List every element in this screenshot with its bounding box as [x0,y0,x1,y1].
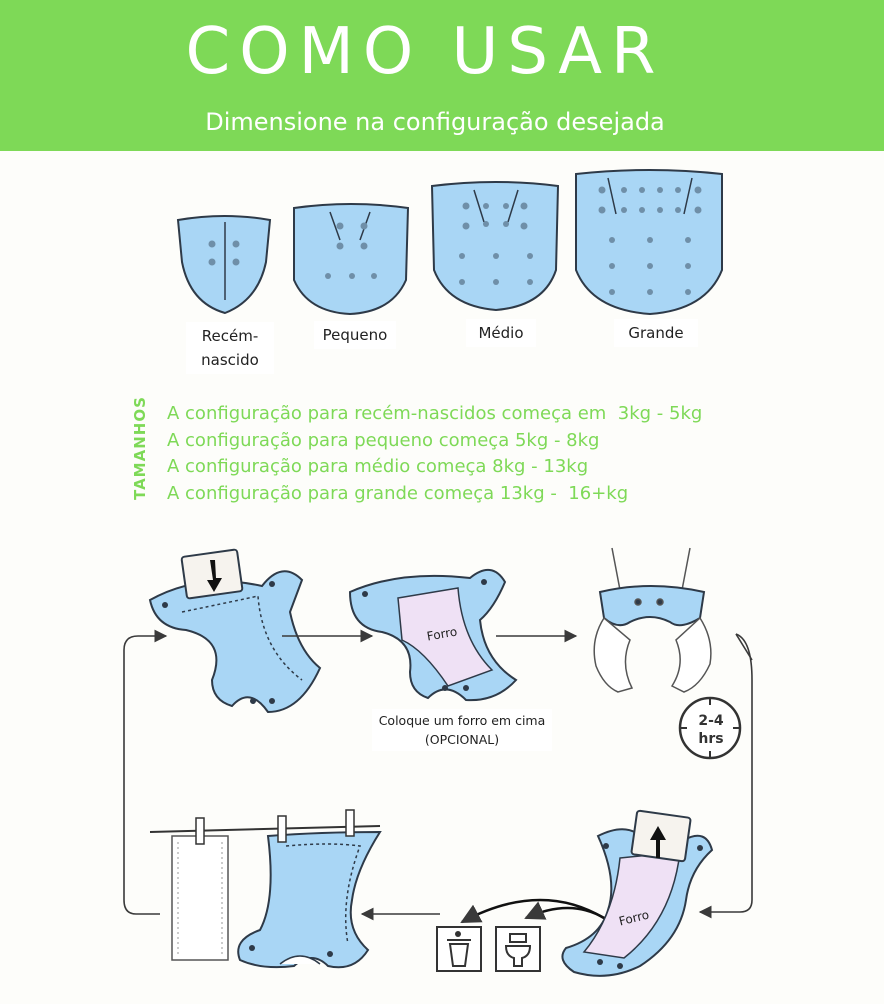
liner-caption [372,709,552,751]
diaper-large-illustration [576,170,722,314]
step-dry-illustration [150,810,380,967]
size-line-medium: A configuração para médio começa 8kg - 13kg [167,456,589,477]
toilet-icon [496,927,540,971]
sizes-vertical-label: TAMANHOS [131,396,149,500]
diaper-medium-illustration [432,182,558,310]
size-label-newborn-line1: Recém- [201,327,259,345]
step-wear-illustration [594,548,711,692]
liner-caption-line1: Coloque um forro em cima [378,713,546,728]
diaper-small-illustration [294,204,408,314]
size-configurations-list [167,401,702,507]
liner-label-bottom: Forro [617,907,651,929]
page-subtitle: Dimensione na configuração desejada [205,108,665,136]
size-line-large: A configuração para grande começa 13kg - 16+kg [167,482,629,504]
size-line-small: A configuração para pequeno começa 5kg - 8kg [167,429,600,451]
size-label-large: Grande [614,319,698,347]
trash-bin-icon [437,927,481,971]
size-line-newborn: A configuração para recém-nascidos começa em 3kg - 5kg [167,403,703,424]
step-insert-illustration [150,549,320,712]
size-label-newborn-line2: nascido [201,351,259,369]
size-label-small: Pequeno [314,321,396,349]
size-label-newborn [186,322,274,374]
liner-caption-line2: (OPCIONAL) [424,732,500,747]
page-title: COMO USAR [185,15,665,89]
clock-duration-line1: 2-4 [698,713,724,729]
diaper-newborn-illustration [178,216,270,313]
liner-label-top: Forro [425,624,459,644]
step-remove-illustration [562,810,712,975]
clock-duration-line2: hrs [698,731,724,747]
size-label-medium: Médio [466,319,536,347]
